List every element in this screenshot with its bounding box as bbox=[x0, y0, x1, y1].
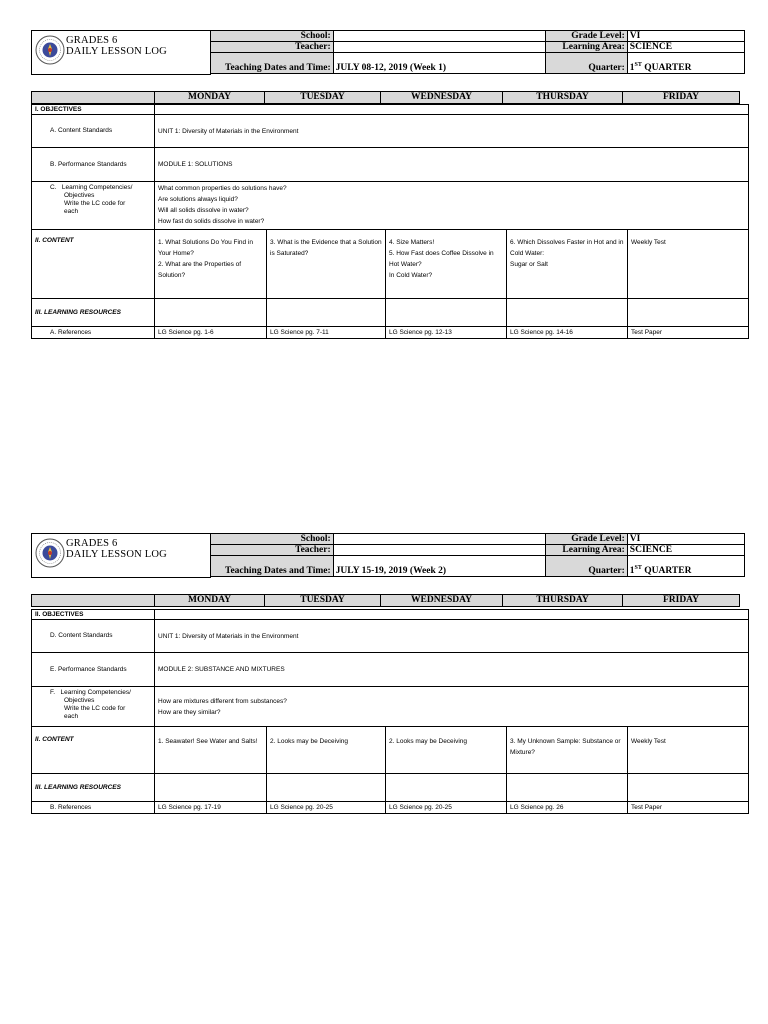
dates-label: Teaching Dates and Time: bbox=[211, 556, 334, 577]
content-standards-label: D. Content Standards bbox=[32, 620, 155, 653]
log-header bbox=[31, 533, 745, 577]
header-info-grid bbox=[210, 30, 745, 74]
quarter-value: 1ST QUARTER bbox=[627, 556, 744, 577]
day-header-row bbox=[31, 91, 740, 104]
content-wednesday: 4. Size Matters! 5. How Fast does Coffee Dissolve in Hot Water? In Cold Water? bbox=[386, 230, 507, 299]
header-info-grid bbox=[210, 533, 745, 577]
lesson-table bbox=[31, 104, 749, 339]
day-monday: MONDAY bbox=[155, 92, 265, 104]
grade-label: Grade Level: bbox=[546, 534, 627, 545]
content-label: II. CONTENT bbox=[32, 727, 155, 774]
content-standards-label: A. Content Standards bbox=[32, 115, 155, 148]
content-friday: Weekly Test bbox=[628, 727, 749, 774]
quarter-label: Quarter: bbox=[546, 53, 627, 74]
day-tuesday: TUESDAY bbox=[265, 595, 381, 607]
brand-title bbox=[66, 538, 167, 560]
school-label: School: bbox=[211, 31, 334, 42]
performance-standards-label: E. Performance Standards bbox=[32, 653, 155, 687]
day-thursday: THURSDAY bbox=[503, 92, 623, 104]
lesson-table bbox=[31, 609, 749, 814]
dates-value: JULY 15-19, 2019 (Week 2) bbox=[333, 556, 546, 577]
ref-thursday: LG Science pg. 26 bbox=[507, 802, 628, 814]
day-thursday: THURSDAY bbox=[503, 595, 623, 607]
logo-box bbox=[31, 30, 211, 75]
content-tuesday: 2. Looks may be Deceiving bbox=[267, 727, 386, 774]
ref-wednesday: LG Science pg. 20-25 bbox=[386, 802, 507, 814]
brand-line1: GRADES 6 bbox=[66, 35, 118, 46]
deped-seal-icon bbox=[35, 35, 65, 65]
ref-tuesday: LG Science pg. 20-25 bbox=[267, 802, 386, 814]
ref-friday: Test Paper bbox=[628, 802, 749, 814]
dates-value: JULY 08-12, 2019 (Week 1) bbox=[333, 53, 546, 74]
day-monday: MONDAY bbox=[155, 595, 265, 607]
brand-title bbox=[66, 35, 167, 57]
grade-value: VI bbox=[627, 31, 744, 42]
school-value bbox=[333, 534, 546, 545]
brand-line2: DAILY LESSON LOG bbox=[66, 549, 167, 560]
resources-label: III. LEARNING RESOURCES bbox=[32, 299, 155, 327]
performance-standards-value: MODULE 1: SOLUTIONS bbox=[155, 148, 749, 182]
performance-standards-label: B. Performance Standards bbox=[32, 148, 155, 182]
ref-thursday: LG Science pg. 14-16 bbox=[507, 327, 628, 339]
ref-friday: Test Paper bbox=[628, 327, 749, 339]
dates-label: Teaching Dates and Time: bbox=[211, 53, 334, 74]
competencies-value: How are mixtures different from substances? How are they similar? bbox=[155, 687, 749, 727]
content-wednesday: 2. Looks may be Deceiving bbox=[386, 727, 507, 774]
area-label: Learning Area: bbox=[546, 42, 627, 53]
competencies-label: F. Learning Competencies/ Objectives Write the LC code for each bbox=[32, 687, 155, 727]
teacher-value bbox=[333, 545, 546, 556]
content-tuesday: 3. What is the Evidence that a Solution is Saturated? bbox=[267, 230, 386, 299]
teacher-label: Teacher: bbox=[211, 545, 334, 556]
content-thursday: 3. My Unknown Sample: Substance or Mixture? bbox=[507, 727, 628, 774]
day-friday: FRIDAY bbox=[623, 595, 740, 607]
references-label: B. References bbox=[32, 802, 155, 814]
area-value: SCIENCE bbox=[627, 545, 744, 556]
teacher-value bbox=[333, 42, 546, 53]
logo-box bbox=[31, 533, 211, 578]
content-standards-value: UNIT 1: Diversity of Materials in the Environment bbox=[155, 620, 749, 653]
area-value: SCIENCE bbox=[627, 42, 744, 53]
objectives-heading: II. OBJECTIVES bbox=[32, 610, 155, 620]
school-value bbox=[333, 31, 546, 42]
day-header-row bbox=[31, 594, 740, 607]
content-monday: 1. Seawater! See Water and Salts! bbox=[155, 727, 267, 774]
area-label: Learning Area: bbox=[546, 545, 627, 556]
content-label: II. CONTENT bbox=[32, 230, 155, 299]
day-friday: FRIDAY bbox=[623, 92, 740, 104]
ref-monday: LG Science pg. 1-6 bbox=[155, 327, 267, 339]
quarter-label: Quarter: bbox=[546, 556, 627, 577]
content-thursday: 6. Which Dissolves Faster in Hot and in Cold Water: Sugar or Salt bbox=[507, 230, 628, 299]
brand-line1: GRADES 6 bbox=[66, 538, 118, 549]
performance-standards-value: MODULE 2: SUBSTANCE AND MIXTURES bbox=[155, 653, 749, 687]
day-wednesday: WEDNESDAY bbox=[381, 92, 503, 104]
brand-line2: DAILY LESSON LOG bbox=[66, 46, 167, 57]
competencies-label: C. Learning Competencies/ Objectives Write the LC code for each bbox=[32, 182, 155, 230]
log-header bbox=[31, 30, 745, 74]
content-standards-value: UNIT 1: Diversity of Materials in the Environment bbox=[155, 115, 749, 148]
day-wednesday: WEDNESDAY bbox=[381, 595, 503, 607]
content-friday: Weekly Test bbox=[628, 230, 749, 299]
references-label: A. References bbox=[32, 327, 155, 339]
ref-tuesday: LG Science pg. 7-11 bbox=[267, 327, 386, 339]
grade-value: VI bbox=[627, 534, 744, 545]
resources-label: III. LEARNING RESOURCES bbox=[32, 774, 155, 802]
competencies-value: What common properties do solutions have? Are solutions always liquid? Will all solids dissolve in water? How fast do solids dissolve in water? bbox=[155, 182, 749, 230]
teacher-label: Teacher: bbox=[211, 42, 334, 53]
deped-seal-icon bbox=[35, 538, 65, 568]
quarter-value: 1ST QUARTER bbox=[627, 53, 744, 74]
objectives-heading: I. OBJECTIVES bbox=[32, 105, 155, 115]
day-tuesday: TUESDAY bbox=[265, 92, 381, 104]
ref-monday: LG Science pg. 17-19 bbox=[155, 802, 267, 814]
grade-label: Grade Level: bbox=[546, 31, 627, 42]
school-label: School: bbox=[211, 534, 334, 545]
ref-wednesday: LG Science pg. 12-13 bbox=[386, 327, 507, 339]
content-monday: 1. What Solutions Do You Find in Your Home? 2. What are the Properties of Solution? bbox=[155, 230, 267, 299]
